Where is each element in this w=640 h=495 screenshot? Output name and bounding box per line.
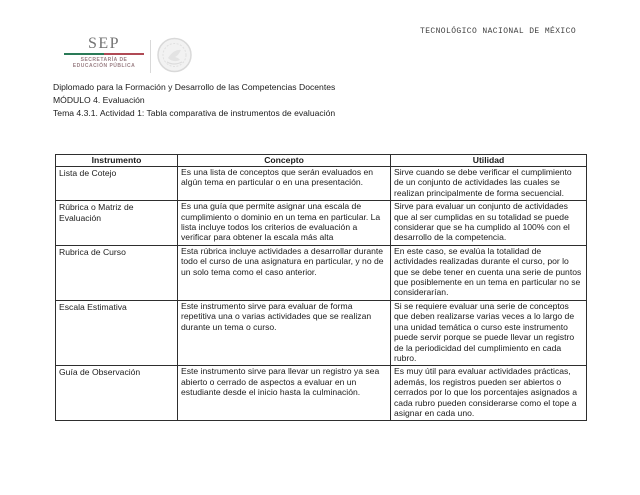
- sep-caption-line2: EDUCACIÓN PÚBLICA: [72, 63, 136, 69]
- table-row: [56, 245, 587, 300]
- title-line-module: MÓDULO 4. Evaluación: [53, 95, 145, 105]
- sep-logo: [64, 35, 144, 69]
- sep-rule-red: [104, 53, 144, 55]
- cell-concepto: Es una lista de conceptos que serán evaluados en algún tema en particular o en una presentación.: [178, 167, 391, 201]
- instruments-comparison-table: [55, 154, 587, 421]
- table-row: [56, 201, 587, 246]
- cell-instrumento: Rubrica de Curso: [56, 245, 178, 300]
- table-row: [56, 300, 587, 365]
- cell-utilidad: En este caso, se evalúa la totalidad de actividades realizadas durante el curso, por lo que se debe tener en cuenta una serie de puntos que posiblemente en un tema en particular no se considerarían.: [391, 245, 587, 300]
- cell-instrumento: Escala Estimativa: [56, 300, 178, 365]
- column-header-utilidad: Utilidad: [391, 155, 587, 167]
- document-titles: [53, 81, 335, 120]
- table-header-row: [56, 155, 587, 167]
- title-line-program: Diplomado para la Formación y Desarrollo de las Competencias Docentes: [53, 82, 336, 92]
- sep-wordmark: SEP: [87, 35, 121, 52]
- cell-utilidad: Sirve para evaluar un conjunto de actividades que al ser cumplidas en su totalidad se puede considerar que se ha cumplido al 100% con el desarrollo de la competencia.: [391, 201, 587, 246]
- sep-caption: [64, 57, 144, 69]
- sep-flag-rule: [64, 53, 144, 55]
- cell-concepto: Es una guía que permite asignar una escala de cumplimiento o dominio en un tema en particular. La lista incluye todos los criterios de evaluación a verificar para obtener la escala más alta: [178, 201, 391, 246]
- sep-caption-line1: SECRETARÍA DE: [80, 57, 128, 63]
- cell-concepto: Esta rúbrica incluye actividades a desarrollar durante todo el curso de una asignatura en particular, y no de un solo tema como el caso anterior.: [178, 245, 391, 300]
- table-row: [56, 167, 587, 201]
- title-line-activity: Tema 4.3.1. Actividad 1: Tabla comparativa de instrumentos de evaluación: [53, 108, 336, 118]
- cell-concepto: Este instrumento sirve para llevar un registro ya sea abierto o cerrado de aspectos a evaluar en un estudiante desde el inicio hasta la culminación.: [178, 366, 391, 421]
- cell-instrumento: Rúbrica o Matriz de Evaluación: [56, 201, 178, 246]
- cell-concepto: Este instrumento sirve para evaluar de forma repetitiva una o varias actividades que se realizan durante un tema o curso.: [178, 300, 391, 365]
- cell-instrumento: Lista de Cotejo: [56, 167, 178, 201]
- cell-instrumento: Guía de Observación: [56, 366, 178, 421]
- institution-header: TECNOLÓGICO NACIONAL DE MÉXICO: [420, 27, 577, 36]
- cell-utilidad: Es muy útil para evaluar actividades prácticas, además, los registros pueden ser abiertos o cerrados por lo que los porcentajes asignados a cada rubro pueden considerarse como el tope a asignar en cada uno.: [391, 366, 587, 421]
- table-row: [56, 366, 587, 421]
- cell-utilidad: Sirve cuando se debe verificar el cumplimiento de un conjunto de actividades las cuales se realizan principalmente de forma secuencial.: [391, 167, 587, 201]
- column-header-instrumento: Instrumento: [56, 155, 178, 167]
- mexico-seal-icon: [156, 36, 193, 76]
- sep-rule-green: [64, 53, 104, 55]
- logo-divider: [150, 40, 151, 73]
- cell-utilidad: Si se requiere evaluar una serie de conceptos que deben realizarse varias veces a lo largo de una unidad temática o curso este instrumento puede servir porque se puede llevar un registro de la periodicidad del cumplimiento en cada rubro.: [391, 300, 587, 365]
- column-header-concepto: Concepto: [178, 155, 391, 167]
